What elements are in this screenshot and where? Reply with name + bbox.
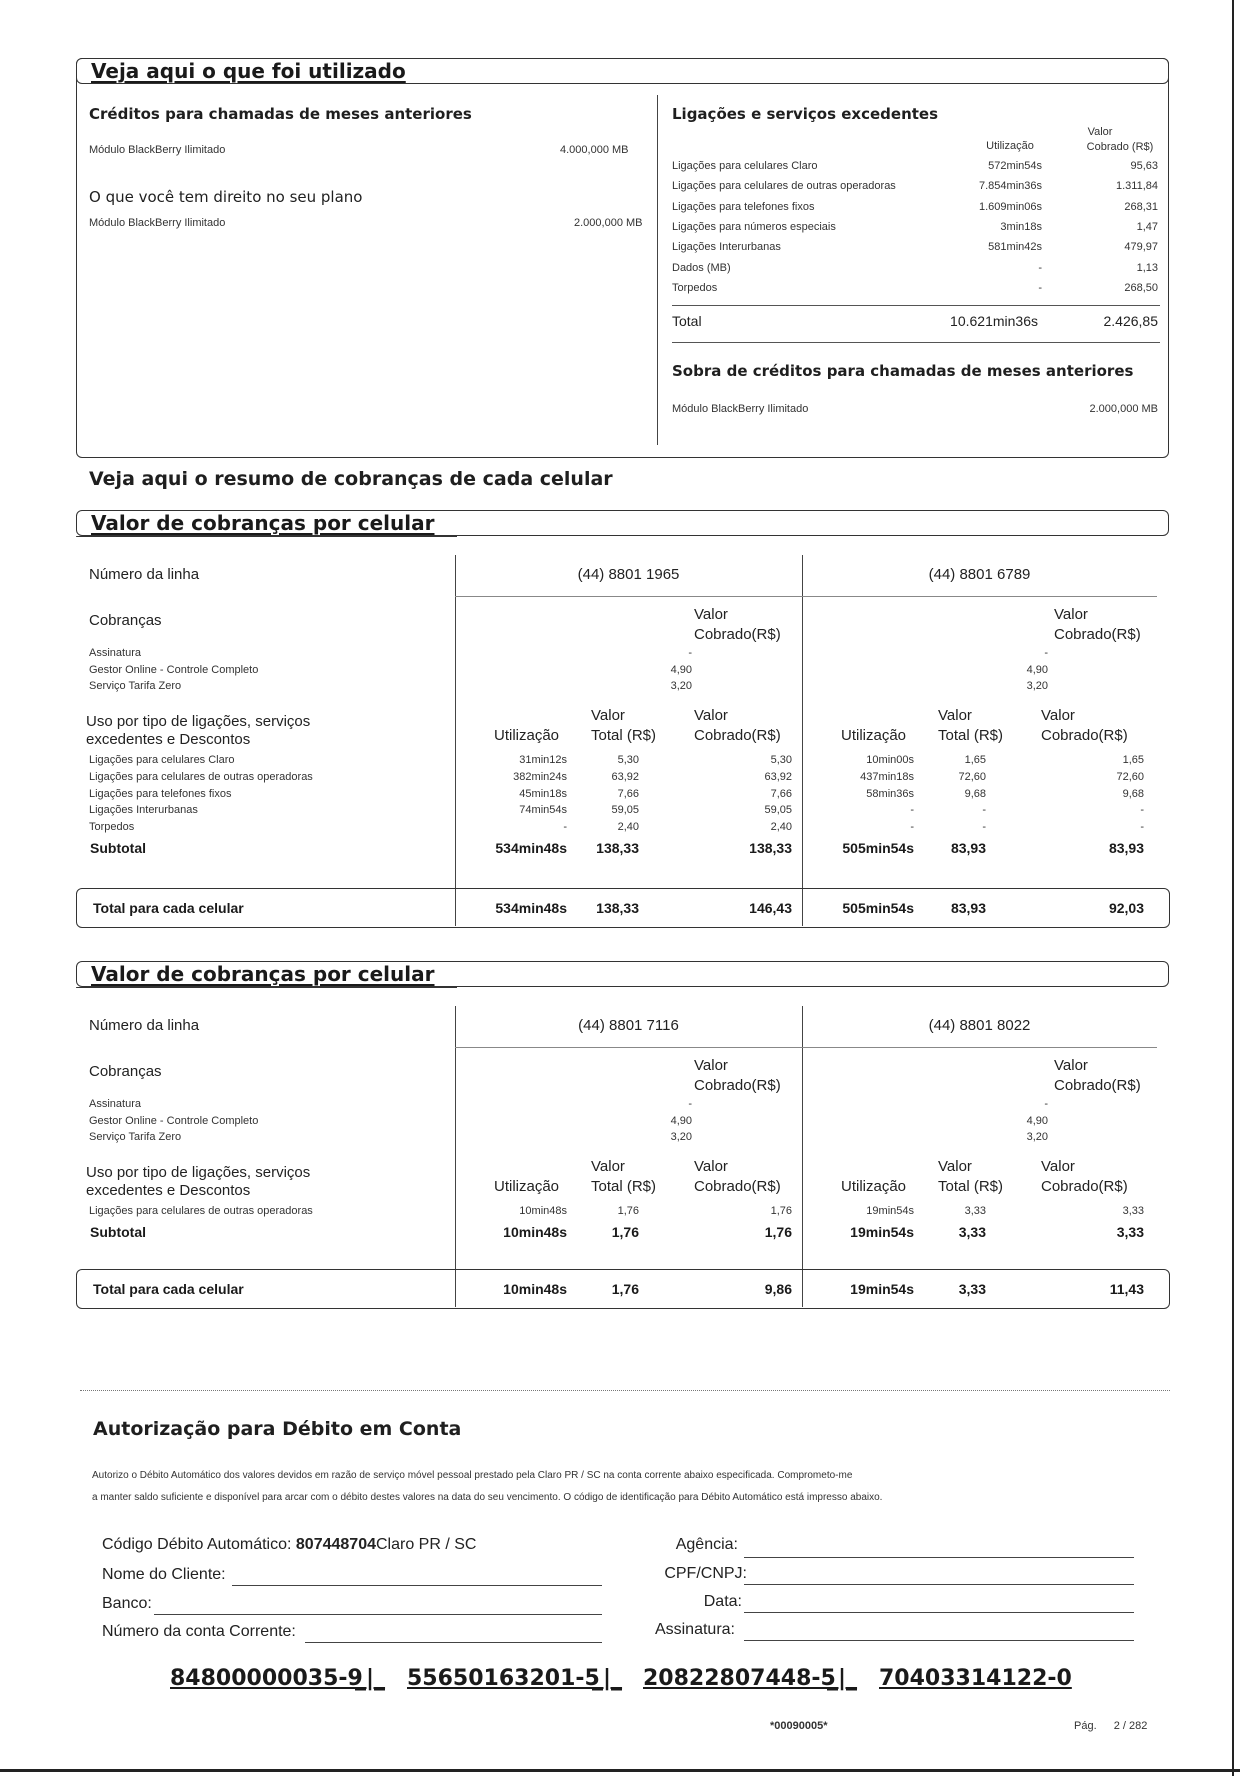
cpf-label: CPF/CNPJ: bbox=[664, 1565, 747, 1582]
subtotal-uso: 19min54s bbox=[850, 1223, 914, 1240]
charges-title: Valor de cobranças por celular bbox=[91, 511, 435, 535]
usage-cobrado: 72,60 bbox=[1116, 770, 1144, 783]
usage-cobrado: 63,92 bbox=[764, 770, 792, 783]
subtotal-uso: 10min48s bbox=[503, 1223, 567, 1240]
usage-uso: - bbox=[563, 821, 567, 834]
charge-value: - bbox=[1044, 1098, 1048, 1110]
cobrado-header: Cobrado(R$) bbox=[694, 1178, 781, 1195]
footer-page bbox=[1074, 1720, 1147, 1732]
total-celular-total: 1,76 bbox=[611, 1281, 639, 1297]
usage-title-box bbox=[76, 58, 1169, 84]
total-celular-cobrado: 11,43 bbox=[1109, 1281, 1144, 1297]
cobrado-header: Cobrado(R$) bbox=[694, 727, 781, 744]
charge-value: 3,20 bbox=[670, 1131, 692, 1143]
excedentes-row-uso: - bbox=[1038, 261, 1042, 274]
excedentes-row-label: Ligações para números especiais bbox=[672, 220, 836, 233]
total-celular-cobrado: 146,43 bbox=[749, 900, 792, 916]
total-header: Total (R$) bbox=[938, 1178, 1004, 1195]
excedentes-row-label: Ligações Interurbanas bbox=[672, 241, 781, 254]
agencia-label: Agência: bbox=[675, 1536, 738, 1553]
valor-header: Valor bbox=[938, 1158, 972, 1175]
valor-header: Valor bbox=[694, 1158, 728, 1175]
total-celular-uso: 10min48s bbox=[503, 1281, 567, 1297]
barcode-sep-3: _|_ bbox=[827, 1666, 858, 1691]
usage-cobrado: 3,33 bbox=[1122, 1205, 1144, 1217]
usage-label: Ligações para celulares de outras operadoras bbox=[89, 1205, 313, 1217]
excedentes-row-uso: 581min42s bbox=[988, 241, 1042, 254]
valor-header: Valor bbox=[1041, 1158, 1075, 1175]
usage-total: 3,33 bbox=[964, 1205, 986, 1217]
excedentes-col-valor: Valor bbox=[1087, 126, 1113, 138]
codigo-label: Código Débito Automático: bbox=[102, 1536, 292, 1553]
usage-label: Ligações para celulares Claro bbox=[89, 754, 235, 766]
charges-title: Valor de cobranças por celular bbox=[91, 962, 435, 986]
excedentes-heading: Ligações e serviços excedentes bbox=[672, 105, 939, 123]
direito-item-value: 2.000,000 MB bbox=[574, 217, 643, 229]
barcode-part-3: 20822807448-5 bbox=[643, 1666, 836, 1691]
usage-cobrado: - bbox=[1140, 821, 1144, 834]
total-celular-total: 138,33 bbox=[596, 900, 639, 916]
excedentes-row-label: Dados (MB) bbox=[672, 261, 731, 274]
usage-total: 2,40 bbox=[617, 821, 639, 834]
cobrado-header: Cobrado(R$) bbox=[1041, 727, 1128, 744]
page-label: Pág. bbox=[1074, 1720, 1097, 1732]
charge-value: 3,20 bbox=[1026, 680, 1048, 692]
usage-cobrado: 1,76 bbox=[770, 1205, 792, 1217]
total-header: Total (R$) bbox=[591, 1178, 657, 1195]
excedentes-row-uso: 572min54s bbox=[988, 160, 1042, 172]
valor-header: Valor bbox=[938, 707, 972, 724]
subtotal-label: Subtotal bbox=[90, 840, 146, 856]
charge-label: Assinatura bbox=[89, 1098, 141, 1110]
page-value: 2 / 282 bbox=[1113, 1720, 1148, 1732]
barcode-sep-1: _|_ bbox=[355, 1666, 386, 1691]
usage-title: Veja aqui o que foi utilizado bbox=[91, 59, 406, 83]
sobra-heading: Sobra de créditos para chamadas de meses anteriores bbox=[672, 362, 1134, 380]
usage-uso: 10min00s bbox=[866, 754, 914, 766]
subtotal-label: Subtotal bbox=[90, 1223, 146, 1240]
total-header: Total (R$) bbox=[938, 727, 1004, 744]
total-celular-cobrado: 92,03 bbox=[1108, 900, 1144, 916]
codigo-suffix: Claro PR / SC bbox=[376, 1536, 477, 1553]
page-edge bbox=[1232, 0, 1234, 1776]
debito-text-1: Autorizo o Débito Automático dos valores devidos em razão de serviço móvel pessoal prestado pela Claro PR / SC na conta corrente abaixo especificada. Comprometo-me bbox=[92, 1470, 853, 1481]
numero-1: (44) 8801 7116 bbox=[578, 1017, 679, 1034]
excedentes-row-uso: 7.854min36s bbox=[979, 180, 1042, 193]
sobra-item-label: Módulo BlackBerry Ilimitado bbox=[672, 403, 809, 415]
usage-cobrado: 5,30 bbox=[770, 754, 792, 766]
total-celular-uso: 534min48s bbox=[495, 900, 567, 916]
excedentes-row-label: Ligações para celulares de outras operadoras bbox=[672, 180, 896, 193]
utilizacao-header: Utilização bbox=[841, 1178, 907, 1195]
numero-1: (44) 8801 1965 bbox=[577, 566, 680, 583]
excedentes-total-valor: 2.426,85 bbox=[1103, 313, 1158, 329]
valor-header: Valor bbox=[591, 1158, 625, 1175]
cobrado-header: Cobrado(R$) bbox=[1054, 1077, 1141, 1094]
subtotal-total: 83,93 bbox=[950, 840, 986, 856]
usage-total: 72,60 bbox=[958, 770, 986, 783]
excedentes-row-valor: 268,50 bbox=[1124, 281, 1158, 294]
page-bottom-edge bbox=[0, 1769, 1240, 1772]
charge-label: Serviço Tarifa Zero bbox=[89, 680, 182, 692]
charge-label: Assinatura bbox=[89, 647, 141, 659]
excedentes-total-label: Total bbox=[672, 313, 702, 329]
charge-value: - bbox=[688, 647, 692, 659]
debito-text-2: a manter saldo suficiente e disponível para arcar com o débito destes valores na data do seu vencimento. O código de identificação para Débito Automático está impresso abaixo. bbox=[92, 1492, 883, 1503]
uso-label-1: Uso por tipo de ligações, serviços bbox=[86, 713, 311, 730]
numero-2: (44) 8801 8022 bbox=[928, 1017, 1031, 1034]
usage-uso: - bbox=[910, 821, 914, 834]
excedentes-row-valor: 479,97 bbox=[1124, 241, 1158, 254]
resumo-heading: Veja aqui o resumo de cobranças de cada celular bbox=[89, 468, 613, 490]
usage-total: 9,68 bbox=[964, 787, 986, 800]
excedentes-col-cobrado: Cobrado (R$) bbox=[1086, 141, 1154, 153]
usage-uso: 74min54s bbox=[519, 804, 567, 817]
utilizacao-header: Utilização bbox=[494, 727, 560, 744]
usage-label: Ligações para telefones fixos bbox=[89, 787, 232, 800]
excedentes-total-uso: 10.621min36s bbox=[950, 313, 1038, 329]
numero-rule-2 bbox=[802, 596, 1157, 597]
numero-rule-2 bbox=[802, 1047, 1157, 1048]
usage-cobrado: - bbox=[1140, 804, 1144, 817]
charge-value: 4,90 bbox=[1026, 1114, 1048, 1127]
excedentes-col-utilizacao: Utilização bbox=[986, 140, 1034, 152]
cobrancas-label: Cobranças bbox=[89, 1063, 162, 1080]
creditos-heading: Créditos para chamadas de meses anteriores bbox=[89, 105, 472, 123]
utilizacao-header: Utilização bbox=[494, 1178, 560, 1195]
numero-rule-1 bbox=[455, 596, 802, 597]
usage-label: Torpedos bbox=[89, 821, 135, 834]
barcode-part-4: 70403314122-0 bbox=[879, 1666, 1072, 1691]
usage-cobrado: 59,05 bbox=[764, 804, 792, 817]
creditos-item-value: 4.000,000 MB bbox=[560, 144, 629, 156]
valor-header: Valor bbox=[694, 1057, 728, 1074]
barcode-part-1: 84800000035-9 bbox=[170, 1666, 363, 1691]
codigo-value: 807448704 bbox=[295, 1536, 376, 1553]
footer-code: *00090005* bbox=[770, 1720, 828, 1732]
usage-total: 63,92 bbox=[611, 770, 639, 783]
banco-field[interactable] bbox=[154, 1614, 602, 1615]
usage-total: 5,30 bbox=[617, 754, 639, 766]
charge-value: 4,90 bbox=[1026, 663, 1048, 676]
total-celular-total: 3,33 bbox=[958, 1281, 986, 1297]
subtotal-uso: 505min54s bbox=[842, 840, 914, 856]
cpf-field[interactable] bbox=[744, 1584, 1134, 1585]
usage-total: - bbox=[982, 804, 986, 817]
assinatura-label: Assinatura: bbox=[654, 1621, 735, 1638]
subtotal-uso: 534min48s bbox=[495, 840, 567, 856]
uso-label-1: Uso por tipo de ligações, serviços bbox=[86, 1164, 311, 1181]
excedentes-row-valor: 1,47 bbox=[1136, 220, 1158, 233]
charge-label: Gestor Online - Controle Completo bbox=[89, 663, 259, 676]
cobrado-header: Cobrado(R$) bbox=[1041, 1178, 1128, 1195]
excedentes-row-valor: 95,63 bbox=[1130, 160, 1158, 172]
subtotal-cobrado: 138,33 bbox=[749, 840, 792, 856]
usage-uso: 31min12s bbox=[519, 754, 567, 766]
nome-label: Nome do Cliente: bbox=[102, 1566, 226, 1583]
numero-label: Número da linha bbox=[89, 566, 200, 583]
subtotal-total: 138,33 bbox=[596, 840, 639, 856]
usage-cobrado: 1,65 bbox=[1122, 754, 1144, 766]
numero-2: (44) 8801 6789 bbox=[928, 566, 1031, 583]
numero-label: Número da linha bbox=[89, 1017, 200, 1034]
banco-label: Banco: bbox=[102, 1595, 152, 1612]
total-celular-total: 83,93 bbox=[950, 900, 986, 916]
conta-label: Número da conta Corrente: bbox=[102, 1623, 296, 1640]
charge-value: 3,20 bbox=[670, 680, 692, 692]
usage-cobrado: 9,68 bbox=[1122, 787, 1144, 800]
usage-total: 59,05 bbox=[611, 804, 639, 817]
sobra-item-value: 2.000,000 MB bbox=[1089, 403, 1158, 415]
charges-title-box bbox=[76, 961, 1169, 987]
total-celular-uso: 505min54s bbox=[842, 900, 914, 916]
usage-uso: 58min36s bbox=[866, 787, 914, 800]
cobrado-header: Cobrado(R$) bbox=[694, 626, 781, 643]
usage-cobrado: 2,40 bbox=[770, 821, 792, 834]
uso-label-2: excedentes e Descontos bbox=[86, 1182, 251, 1199]
charge-label: Serviço Tarifa Zero bbox=[89, 1131, 182, 1143]
col-divider-2 bbox=[802, 1006, 803, 1307]
subtotal-cobrado: 83,93 bbox=[1108, 840, 1144, 856]
subtotal-cobrado: 3,33 bbox=[1116, 1223, 1144, 1240]
usage-uso: 19min54s bbox=[866, 1205, 914, 1217]
cut-line bbox=[80, 1390, 1170, 1391]
direito-heading: O que você tem direito no seu plano bbox=[89, 188, 363, 206]
excedentes-row-valor: 1.311,84 bbox=[1115, 180, 1158, 193]
total-celular-label: Total para cada celular bbox=[93, 900, 244, 916]
usage-total: 7,66 bbox=[617, 787, 639, 800]
charges-frame-left bbox=[76, 536, 457, 537]
charge-value: 3,20 bbox=[1026, 1131, 1048, 1143]
charges-title-box bbox=[76, 510, 1169, 536]
excedentes-total-rule bbox=[672, 305, 1160, 306]
assinatura-field[interactable] bbox=[744, 1640, 1134, 1641]
debito-title: Autorização para Débito em Conta bbox=[93, 1418, 462, 1440]
codigo-row bbox=[102, 1536, 476, 1554]
valor-header: Valor bbox=[694, 707, 728, 724]
excedentes-row-uso: 1.609min06s bbox=[979, 200, 1042, 213]
usage-divider bbox=[657, 95, 658, 445]
uso-label-2: excedentes e Descontos bbox=[86, 731, 251, 748]
usage-label: Ligações Interurbanas bbox=[89, 804, 198, 817]
data-field[interactable] bbox=[744, 1612, 1134, 1613]
excedentes-row-label: Torpedos bbox=[672, 281, 718, 294]
charges-frame-left bbox=[76, 987, 457, 988]
creditos-item-label: Módulo BlackBerry Ilimitado bbox=[89, 144, 226, 156]
valor-header: Valor bbox=[1054, 1057, 1088, 1074]
total-header: Total (R$) bbox=[591, 727, 657, 744]
agencia-field[interactable] bbox=[744, 1557, 1134, 1558]
usage-uso: 10min48s bbox=[519, 1205, 567, 1217]
charge-label: Gestor Online - Controle Completo bbox=[89, 1114, 259, 1127]
data-label: Data: bbox=[703, 1593, 742, 1610]
numero-rule-1 bbox=[455, 1047, 802, 1048]
excedentes-row-uso: 3min18s bbox=[1000, 220, 1042, 233]
total-celular-cobrado: 9,86 bbox=[764, 1281, 792, 1297]
usage-uso: 45min18s bbox=[519, 787, 567, 800]
utilizacao-header: Utilização bbox=[841, 727, 907, 744]
excedentes-row-valor: 1,13 bbox=[1136, 261, 1158, 274]
usage-uso: - bbox=[910, 804, 914, 817]
usage-uso: 382min24s bbox=[513, 770, 567, 783]
valor-header: Valor bbox=[1054, 606, 1088, 623]
usage-uso: 437min18s bbox=[860, 770, 914, 783]
excedentes-row-uso: - bbox=[1038, 281, 1042, 294]
total-celular-uso: 19min54s bbox=[850, 1281, 914, 1297]
excedentes-end-rule bbox=[672, 342, 1160, 343]
usage-total: 1,65 bbox=[964, 754, 986, 766]
excedentes-row-label: Ligações para celulares Claro bbox=[672, 160, 818, 172]
col-divider-2 bbox=[802, 555, 803, 926]
charge-value: - bbox=[1044, 647, 1048, 659]
usage-total: - bbox=[982, 821, 986, 834]
barcode-sep-2: _|_ bbox=[592, 1666, 623, 1691]
col-divider-1 bbox=[455, 1006, 456, 1307]
valor-header: Valor bbox=[694, 606, 728, 623]
cobrancas-label: Cobranças bbox=[89, 612, 162, 629]
usage-cobrado: 7,66 bbox=[770, 787, 792, 800]
nome-field[interactable] bbox=[232, 1585, 602, 1586]
valor-header: Valor bbox=[591, 707, 625, 724]
direito-item-label: Módulo BlackBerry Ilimitado bbox=[89, 217, 226, 229]
subtotal-cobrado: 1,76 bbox=[764, 1223, 792, 1240]
usage-label: Ligações para celulares de outras operadoras bbox=[89, 770, 313, 783]
usage-total: 1,76 bbox=[617, 1205, 639, 1217]
charge-value: 4,90 bbox=[670, 1114, 692, 1127]
subtotal-total: 3,33 bbox=[958, 1223, 986, 1240]
cobrado-header: Cobrado(R$) bbox=[694, 1077, 781, 1094]
valor-header: Valor bbox=[1041, 707, 1075, 724]
col-divider-1 bbox=[455, 555, 456, 926]
excedentes-row-valor: 268,31 bbox=[1124, 200, 1158, 213]
barcode-part-2: 55650163201-5 bbox=[407, 1666, 600, 1691]
excedentes-row-label: Ligações para telefones fixos bbox=[672, 200, 815, 213]
charge-value: - bbox=[688, 1098, 692, 1110]
conta-field[interactable] bbox=[305, 1642, 602, 1643]
subtotal-total: 1,76 bbox=[611, 1223, 639, 1240]
charge-value: 4,90 bbox=[670, 663, 692, 676]
total-celular-label: Total para cada celular bbox=[93, 1281, 244, 1297]
cobrado-header: Cobrado(R$) bbox=[1054, 626, 1141, 643]
